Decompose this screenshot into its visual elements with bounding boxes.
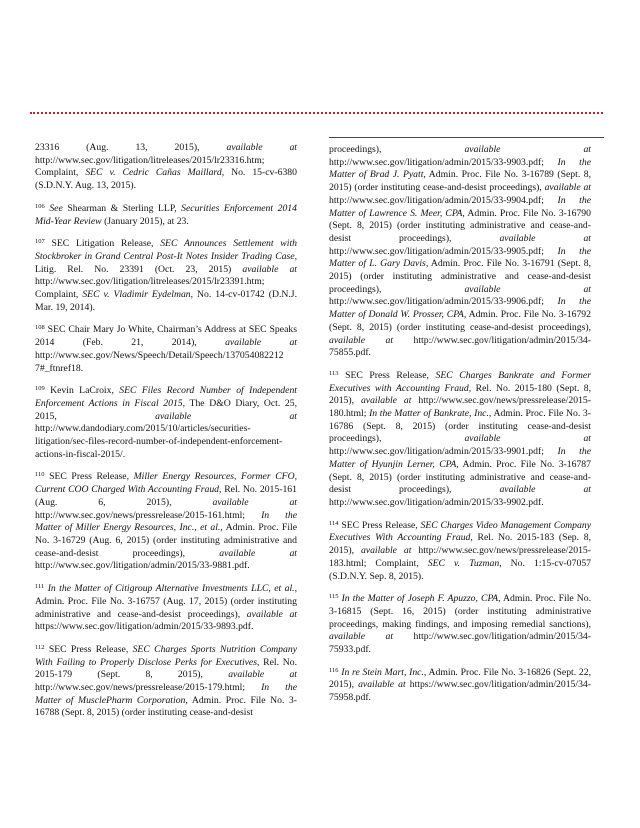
footnote-text: In re Stein Mart, Inc., Admin. Proc. File No. 3-16826 (Sept. 22, 2015), available at https://www.sec.gov/litigation/admin/2015/34-75958.pdf. [329, 666, 591, 704]
footnote-number: 115 [329, 593, 339, 601]
footnote-number: 111 [35, 583, 45, 591]
footnote-text: In the Matter of Citigroup Alternative Investments LLC, et al., Admin. Proc. File No. 3-16757 (Aug. 17, 2015) (order instituting administrative and cease-and-desist proceedings), available at https://www.sec.gov/litigation/admin/2015/33-9893.pdf. [35, 583, 297, 633]
footnote-113 [329, 370, 591, 510]
footnote-number: 112 [35, 643, 45, 651]
footnote-number: 110 [35, 471, 45, 479]
footnote-text: SEC Litigation Release, SEC Announces Settlement with Stockbroker in Grand Central Post-It Notes Insider Trading Case, Litig. Rel. No. 23391 (Oct. 23, 2015) available at http://www.sec.gov/litigation/litreleases/2015/lr23391.htm; Complaint, SEC v. Vladimir Eydelman, No. 14-cv-01742 (D.N.J. Mar. 19, 2014). [35, 238, 297, 313]
footnote-text: In the Matter of Joseph F. Apuzzo, CPA, Admin. Proc. File No. 3-16815 (Sept. 16, 2015) (order instituting administrative proceedings, making findings, and imposing remedial sanctions), available at http://www.sec.gov/litigation/admin/2015/34-75933.pdf. [329, 593, 592, 656]
footnote-114 [329, 520, 591, 584]
footnote-112 [35, 644, 297, 720]
footnote-109 [35, 385, 297, 461]
footnote-107 [35, 238, 297, 314]
footnote-text: SEC Press Release, SEC Charges Video Management Company Executives With Accounting Fraud, Rel. No. 2015-183 (Sep. 8, 2015), available at http://www.sec.gov/news/pressrelease/2015-183.html; Complaint, SEC v. Tuzman, No. 1:15-cv-07057 (S.D.N.Y. Sep. 8, 2015). [329, 519, 592, 582]
footnotes-left-column [35, 142, 297, 730]
footnote-text: See Shearman & Sterling LLP, Securities Enforcement 2014 Mid-Year Review (January 2015), at 23. [35, 202, 297, 227]
footnote-continued [35, 142, 297, 193]
footnote-106 [35, 203, 297, 228]
footnote-115 [329, 593, 591, 657]
footnote-text: 23316 (Aug. 13, 2015), available at http://www.sec.gov/litigation/litreleases/2015/lr23316.htm; Complaint, SEC v. Cedric Cañas Maillard, No. 15-cv-6380 (S.D.N.Y. Aug. 13, 2015). [35, 142, 297, 192]
footnote-number: 107 [35, 238, 45, 246]
footnote-text: proceedings), available at http://www.sec.gov/litigation/admin/2015/33-9903.pdf; In the Matter of Brad J. Pyatt, Admin. Proc. File No. 3-16789 (Sept. 8, 2015) (order instituting cease-and-desist proceedings), available at http://www.sec.gov/litigation/admin/2015/33-9904.pdf; In the Matter of Lawrence S. Meer, CPA, Admin. Proc. File No. 3-16790 (Sept. 8, 2015) (order instituting administrative and cease-and-desist proceedings), available at http://www.sec.gov/litigation/admin/2015/33-9905.pdf; In the Matter of L. Gary Davis, Admin. Proc. File No. 3-16791 (Sept. 8, 2015) (order instituting administrative and cease-and-desist proceedings), available at http://www.sec.gov/litigation/admin/2015/33-9906.pdf; In the Matter of Donald W. Prosser, CPA, Admin. Proc. File No. 3-16792 (Sept. 8, 2015) (order instituting cease-and-desist proceedings), available at http://www.sec.gov/litigation/admin/2015/34-75855.pdf. [329, 144, 591, 359]
footnote-number: 114 [329, 519, 339, 527]
footnote-continued [329, 144, 591, 360]
header-dotted-rule [30, 112, 603, 114]
footnote-text: Kevin LaCroix, SEC Files Record Number of Independent Enforcement Actions in Fiscal 2015, The D&O Diary, Oct. 25, 2015, available at http://www.dandodiary.com/2015/10/articles/securities-litigation/sec-files-record-number-of-independent-enforcement-actions-in-fiscal-2015/. [35, 385, 297, 460]
footnote-text: SEC Press Release, Miller Energy Resources, Former CFO, Current COO Charged With Accounting Fraud, Rel. No. 2015-161 (Aug. 6, 2015), available at http://www.sec.gov/news/pressrelease/2015-161.html; In the Matter of Miller Energy Resources, Inc., et al., Admin. Proc. File No. 3-16729 (Aug. 6, 2015) (order instituting administrative and cease-and-desist proceedings), available at http://www.sec.gov/litigation/admin/2015/33-9881.pdf. [35, 471, 297, 572]
footnote-number: 109 [35, 385, 45, 393]
footnote-108 [35, 324, 297, 375]
footnotes-right-column [329, 128, 591, 715]
footnote-text: SEC Press Release, SEC Charges Sports Nutrition Company With Failing to Properly Disclose Perks for Executives, Rel. No. 2015-179 (Sept. 8, 2015), available at http://www.sec.gov/news/pressrelease/2015-179.html; In the Matter of MusclePharm Corporation, Admin. Proc. File No. 3-16788 (Sept. 8, 2015) (order instituting cease-and-desist [35, 643, 297, 719]
footnote-number: 108 [35, 324, 45, 332]
footnote-text: SEC Chair Mary Jo White, Chairman’s Address at SEC Speaks 2014 (Feb. 21, 2014), available at http://www.sec.gov/News/Speech/Detail/Speech/137054082212 7#_ftnref18. [35, 324, 297, 374]
footnote-number: 113 [329, 369, 339, 377]
footnote-text: SEC Press Release, SEC Charges Bankrate and Former Executives with Accounting Fraud, Rel. No. 2015-180 (Sept. 8, 2015), available at http://www.sec.gov/news/pressrelease/2015-180.html; In the Matter of Bankrate, Inc., Admin. Proc. File No. 3-16786 (Sept. 8, 2015) (order instituting cease-and-desist proceedings), available at http://www.sec.gov/litigation/admin/2015/33-9901.pdf; In the Matter of Hyunjin Lerner, CPA, Admin. Proc. File No. 3-16787 (Sept. 8, 2015) (order instituting administrative and cease-and-desist proceedings), available at http://www.sec.gov/litigation/admin/2015/33-9902.pdf. [329, 369, 592, 508]
footnote-116 [329, 667, 591, 705]
footnote-111 [35, 583, 297, 634]
footnote-number: 106 [35, 202, 45, 210]
footnote-110 [35, 471, 297, 573]
footnote-number: 116 [329, 666, 339, 674]
